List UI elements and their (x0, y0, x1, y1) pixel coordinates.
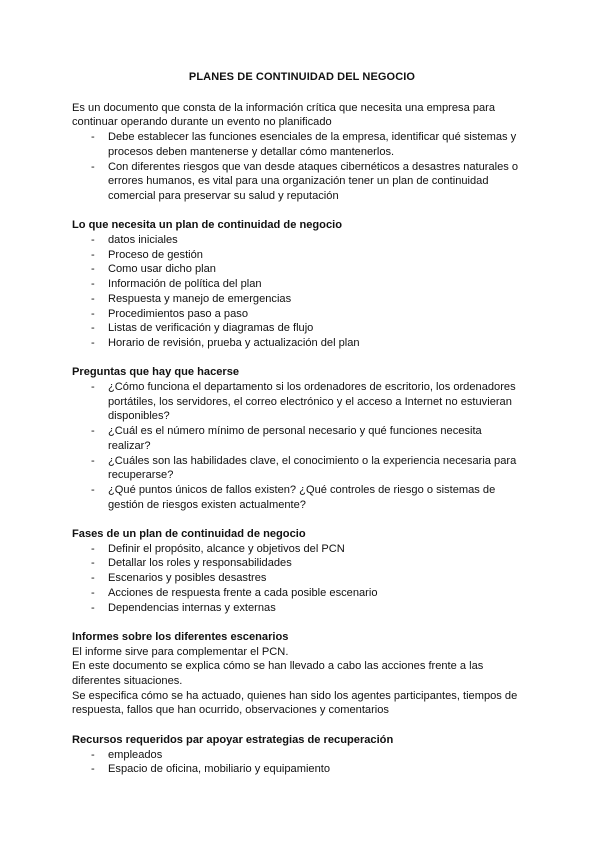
bullet-dash: - (91, 586, 95, 599)
list-item (72, 748, 532, 763)
bullet-dash: - (91, 454, 95, 467)
reports-line: Se especifica cómo se ha actuado, quienes han sido los agentes participantes, tiempos de (72, 689, 518, 702)
intro-bullet-list (72, 130, 532, 204)
list-item-line: Información de política del plan (108, 278, 262, 291)
bullet-dash: - (91, 542, 95, 555)
reports-line: diferentes situaciones. (72, 675, 183, 688)
list-item (72, 130, 532, 159)
list-item-line: Horario de revisión, prueba y actualización del plan (108, 336, 360, 349)
list-item-line: Debe establecer las funciones esenciales de la empresa, identificar qué sistemas y (108, 131, 517, 144)
list-item (72, 601, 532, 616)
reports-line: respuesta, fallos que han ocurrido, observaciones y comentarios (72, 704, 389, 717)
list-item-line: Dependencias internas y externas (108, 601, 276, 614)
phases-bullet-list (72, 542, 532, 616)
list-item-line: portátiles, los servidores, el correo electrónico y el acceso a Internet no estuvieran (108, 395, 512, 408)
list-item (72, 277, 532, 292)
questions-section (72, 365, 532, 512)
reports-paragraph (72, 645, 532, 719)
list-item (72, 454, 532, 483)
phases-section (72, 527, 532, 615)
list-item-line: Con diferentes riesgos que van desde ataques cibernéticos a desastres naturales o (108, 160, 519, 173)
list-item (72, 321, 532, 336)
bullet-dash: - (91, 483, 95, 496)
list-item-line: procesos deben mantenerse y detallar cómo mantenerlos. (108, 145, 395, 158)
list-item-line: ¿Cómo funciona el departamento si los ordenadores de escritorio, los ordenadores (108, 381, 516, 394)
list-item-line: Listas de verificación y diagramas de flujo (108, 322, 314, 335)
intro-section (72, 101, 532, 204)
list-item-line: comercial para preservar su salud y reputación (108, 189, 339, 202)
list-item-line: Proceso de gestión (108, 248, 203, 261)
list-item (72, 233, 532, 248)
list-item-line: Definir el propósito, alcance y objetivos del PCN (108, 542, 345, 555)
list-item-line: Respuesta y manejo de emergencias (108, 292, 292, 305)
list-item-line: recuperarse? (108, 469, 174, 482)
section-heading-needs: Lo que necesita un plan de continuidad de negocio (72, 219, 342, 232)
bullet-dash: - (91, 763, 95, 776)
bullet-dash: - (91, 381, 95, 394)
section-heading-resources: Recursos requeridos par apoyar estrategias de recuperación (72, 733, 394, 746)
intro-line: continuar operando durante un evento no planificado (72, 116, 332, 129)
section-heading-phases: Fases de un plan de continuidad de negocio (72, 528, 306, 541)
list-item-line: ¿Qué puntos únicos de fallos existen? ¿Qué controles de riesgo o sistemas de (108, 483, 496, 496)
bullet-dash: - (91, 278, 95, 291)
intro-paragraph (72, 101, 532, 130)
list-item (72, 336, 532, 351)
list-item (72, 556, 532, 571)
list-item-line: gestión de riesgos existen actualmente? (108, 498, 306, 511)
bullet-dash: - (91, 263, 95, 276)
bullet-dash: - (91, 601, 95, 614)
list-item (72, 762, 532, 777)
bullet-dash: - (91, 425, 95, 438)
list-item-line: empleados (108, 748, 163, 761)
list-item-line: Como usar dicho plan (108, 263, 216, 276)
bullet-dash: - (91, 307, 95, 320)
resources-section (72, 733, 532, 777)
reports-line: El informe sirve para complementar el PCN. (72, 645, 289, 658)
needs-bullet-list (72, 233, 532, 351)
list-item-line: Procedimientos paso a paso (108, 307, 248, 320)
list-item (72, 380, 532, 424)
list-item (72, 483, 532, 512)
list-item (72, 571, 532, 586)
list-item-line: realizar? (108, 439, 151, 452)
section-heading-reports: Informes sobre los diferentes escenarios (72, 630, 289, 643)
list-item (72, 160, 532, 204)
document-body (72, 70, 532, 777)
bullet-dash: - (91, 336, 95, 349)
list-item (72, 292, 532, 307)
questions-bullet-list (72, 380, 532, 512)
list-item-line: ¿Cuál es el número mínimo de personal necesario y qué funciones necesita (108, 425, 482, 438)
document-title: PLANES DE CONTINUIDAD DEL NEGOCIO (188, 71, 416, 83)
list-item-line: errores humanos, es vital para una organización tener un plan de continuidad (108, 175, 489, 188)
list-item (72, 248, 532, 263)
reports-line: En este documento se explica cómo se han llevado a cabo las acciones frente a las (72, 660, 484, 673)
bullet-dash: - (91, 572, 95, 585)
bullet-dash: - (91, 234, 95, 247)
bullet-dash: - (91, 748, 95, 761)
resources-bullet-list (72, 748, 532, 777)
list-item-line: Escenarios y posibles desastres (108, 572, 267, 585)
intro-line: Es un documento que consta de la información crítica que necesita una empresa para (72, 101, 496, 114)
list-item-line: Acciones de respuesta frente a cada posible escenario (108, 586, 378, 599)
bullet-dash: - (91, 322, 95, 335)
list-item (72, 586, 532, 601)
list-item (72, 542, 532, 557)
bullet-dash: - (91, 292, 95, 305)
bullet-dash: - (91, 248, 95, 261)
list-item (72, 307, 532, 322)
list-item (72, 424, 532, 453)
list-item-line: Espacio de oficina, mobiliario y equipamiento (108, 763, 330, 776)
list-item-line: disponibles? (108, 410, 170, 423)
list-item-line: datos iniciales (108, 234, 178, 247)
bullet-dash: - (91, 160, 95, 173)
bullet-dash: - (91, 131, 95, 144)
needs-section (72, 218, 532, 350)
section-heading-questions: Preguntas que hay que hacerse (72, 366, 240, 379)
list-item (72, 262, 532, 277)
reports-section (72, 630, 532, 718)
list-item-line: Detallar los roles y responsabilidades (108, 557, 292, 570)
bullet-dash: - (91, 557, 95, 570)
list-item-line: ¿Cuáles son las habilidades clave, el conocimiento o la experiencia necesaria para (108, 454, 517, 467)
